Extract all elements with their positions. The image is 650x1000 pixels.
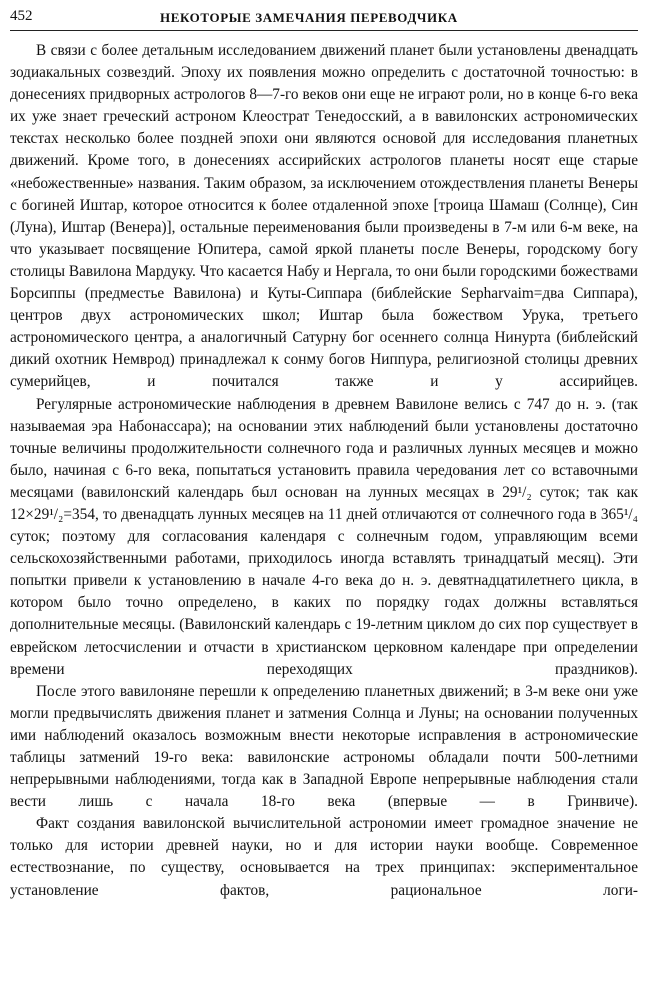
paragraph-planetary-motions: После этого вавилоняне перешли к определению планетных движений; в 3-м веке они уже могли предвычислять движения планет и затмения Солнца и Луны; на основании полученных ими наблюдений оказалось возможным внести некоторые исправления в астрономические таблицы затмений 19-го века: вавилонские астрономы обладали почти 500-летними непрерывными наблюдениями, тогда как в Западной Европе непрерывные наблюдения стали вести лишь с начала 18-го века (впервые — в Гринвиче). — [10, 682, 638, 811]
running-head: НЕКОТОРЫЕ ЗАМЕЧАНИЯ ПЕРЕВОДЧИКА — [160, 10, 458, 25]
paragraph-zodiac: В связи с более детальным исследованием движений планет были установлены двенадцать зодиакальных созвездий. Эпоху их появления можно определить с достаточной точностью: в донесениях придворных астрологов 8—7-го веков они еще не играют роли, но в конце 6-го века их уже знает греческий астроном Клеострат Тенедосский, а в вавилонских астрономических текстах несколько более поздней эпохи они являются основой для исследования планетных движений. Кроме того, в донесениях ассирийских астрологов планеты носят еще старые «небожественные» названия. Таким образом, за исключением отождествления планеты Венеры с богиней Иштар, которое относится к более отдаленной эпохе [троица Шамаш (Солнце), Син (Луна), Иштар (Венера)], остальные переименования были произведены в 7-м или 6-м веке, на что указывает посвящение Юпитера, самой яркой планеты после Венеры, городскому богу столицы Вавилона Мардуку. Что касается Набу и Нергала, то они были городскими божествами Борсиппы (предместье Вавилона) и Куты-Сиппара (библейские Sepharvaim=два Сиппара), центров двух астрономических школ; Иштар была божеством Урука, третьего астрономического центра, а аналогичный Сатурну бог осеннего солнца Нинурта (библейский дикий охотник Немврод) принадлежал к сонму богов Ниппура, религиозной столицы древних сумерийцев, и почитался также и у ассирийцев. — [10, 42, 638, 391]
paragraph-computational-astronomy: Факт создания вавилонской вычислительной астрономии имеет громадное значение не только для истории древней науки, но и для истории науки вообще. Современное естествознание, по существу, основывается на трех принципах: экспериментальное установление фактов, рациональное логи- — [10, 815, 638, 899]
page-number: 452 — [10, 8, 33, 24]
page-header — [10, 6, 638, 31]
page-body — [10, 40, 638, 902]
paragraph-observations: Регулярные астрономические наблюдения в древнем Вавилоне велись с 747 до н. э. (так называемая эра Набонассара); на основании этих наблюдений были установлены достаточно точные величины продолжительности солнечного года и различных лунных месяцев и можно было, начиная с 6-го века, попытаться установить правила чередования лет со вставочными месяцами (вавилонский календарь был основан на лунных месяцах в 29¹/₂ суток; так как 12×29¹/₂=354, то двенадцать лунных месяцев на 11 дней отличаются от солнечного года в 365¹/₄ суток; поэтому для согласования календаря с солнечным годом, управляющим всеми сельскохозяйственными работами, приходилось иногда вставлять тринадцатый месяц). Эти попытки привели к установлению в начале 4-го века до н. э. девятнадцатилетнего цикла, в котором было точно определено, в каких по порядку годах должны вставляться дополнительные месяцы. (Вавилонский календарь с 19-летним циклом до сих пор существует в еврейском летосчислении и отчасти в христианском церковном календаре при определении времени переходящих праздников). — [10, 395, 638, 678]
